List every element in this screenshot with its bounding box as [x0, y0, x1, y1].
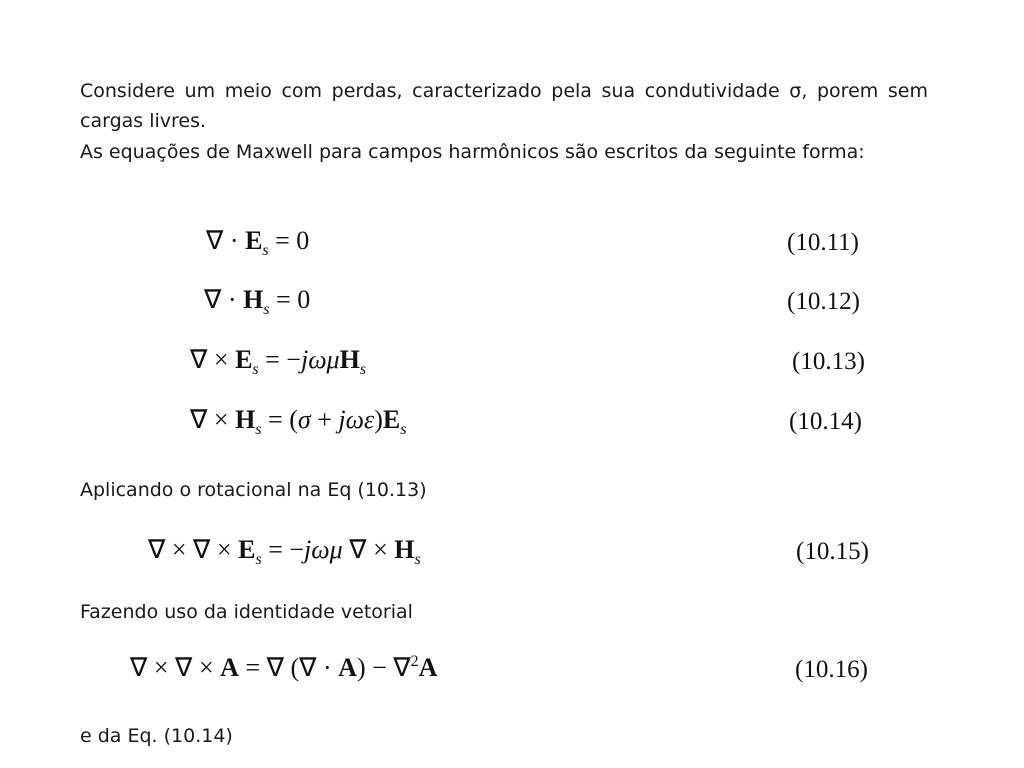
equation-10-15: ∇ × ∇ × $E_s = -j\omega\mu$ ∇ × $H_s$	[148, 535, 421, 568]
vector-identity-text: Fazendo uso da identidade vetorial	[80, 601, 413, 623]
equation-number-10-11: (10.11)	[787, 229, 859, 256]
intro-paragraph-maxwell: As equações de Maxwell para campos harmônicos são escritos da seguinte forma:	[80, 141, 865, 163]
equation-number-10-15: (10.15)	[796, 538, 869, 565]
equation-10-11: ∇ · $E_s = 0$	[206, 226, 310, 259]
equation-number-10-14: (10.14)	[789, 408, 862, 435]
equation-number-10-12: (10.12)	[787, 288, 860, 315]
intro-paragraph-medium: Considere um meio com perdas, caracterizado pela sua condutividade σ, porem sem cargas livres.	[80, 80, 928, 132]
equation-10-16: ∇ × ∇ × A = ∇ (∇ · A) − ∇$^2$A	[130, 653, 438, 682]
and-equation-text: e da Eq. (10.14)	[80, 725, 233, 747]
equation-number-10-13: (10.13)	[792, 348, 865, 375]
apply-curl-text: Aplicando o rotacional na Eq (10.13)	[80, 479, 427, 501]
equation-10-12: ∇ · $H_s = 0$	[204, 285, 311, 318]
equation-10-14: ∇ × $H_s = (\sigma + j\omega\varepsilon)E_s$	[190, 405, 407, 438]
equation-10-13: ∇ × $E_s = -j\omega\mu H_s$	[190, 345, 367, 378]
equation-number-10-16: (10.16)	[795, 656, 868, 683]
